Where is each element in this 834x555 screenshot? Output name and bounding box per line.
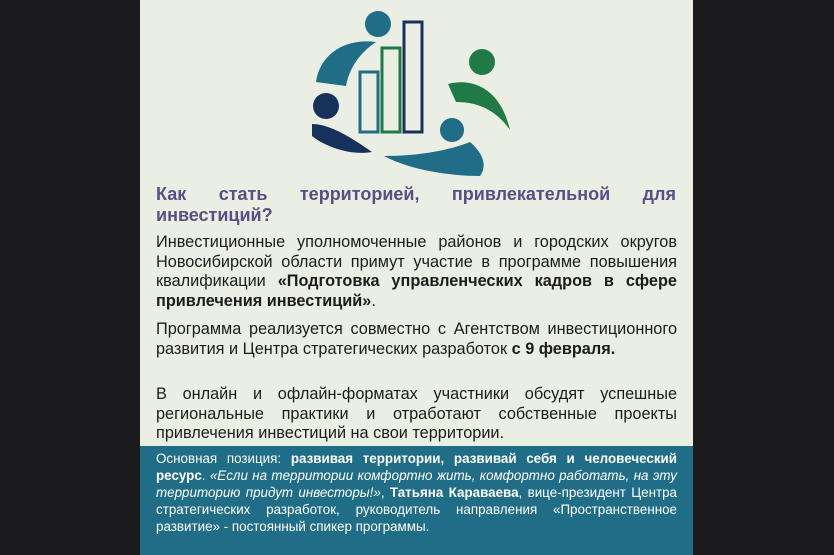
quote-comma: , bbox=[380, 485, 390, 500]
paragraph-partners-text: Программа реализуется совместно с Агентством инвестиционного развития и Центра стратегических разработок bbox=[156, 320, 677, 358]
document-page bbox=[140, 0, 693, 555]
paragraph-format: В онлайн и офлайн-форматах участники обсудят успешные региональные практики и отработают собственные проекты привлечения инвестиций на свои территории. bbox=[156, 385, 677, 442]
program-name: «Подготовка управленческих кадров в сфере привлечения инвестиций» bbox=[156, 272, 677, 310]
start-date: с 9 февраля. bbox=[511, 339, 616, 358]
paragraph-program-end: . bbox=[371, 291, 376, 310]
paragraph-program-text: Инвестиционные уполномоченные районов и городских округов Новосибирской области примут участие в программе повышения квалификации bbox=[156, 233, 677, 290]
people-around-bar-chart-logo bbox=[310, 6, 525, 178]
quote-author-role: , вице-президент Центра стратегических разработок, руководитель направления «Пространственное развитие» - постоянный спикер программы. bbox=[156, 485, 677, 534]
quote-text bbox=[156, 450, 677, 535]
paragraph-program bbox=[156, 233, 677, 311]
quote-box bbox=[140, 446, 693, 555]
quote-sep: . bbox=[201, 468, 210, 483]
quote-lead: Основная позиция: bbox=[156, 451, 291, 466]
quote-author: Татьяна Караваева bbox=[389, 485, 519, 500]
paragraph-partners bbox=[156, 320, 677, 359]
quote-citation: «Если на территории комфортно жить, комфортно работать, на эту территорию придут инвесторы!» bbox=[156, 468, 677, 500]
article-heading: Как стать территорией, привлекательной для инвестиций? bbox=[156, 184, 676, 225]
quote-motto: развивая территории, развивай себя и человеческий ресурс bbox=[156, 451, 677, 483]
